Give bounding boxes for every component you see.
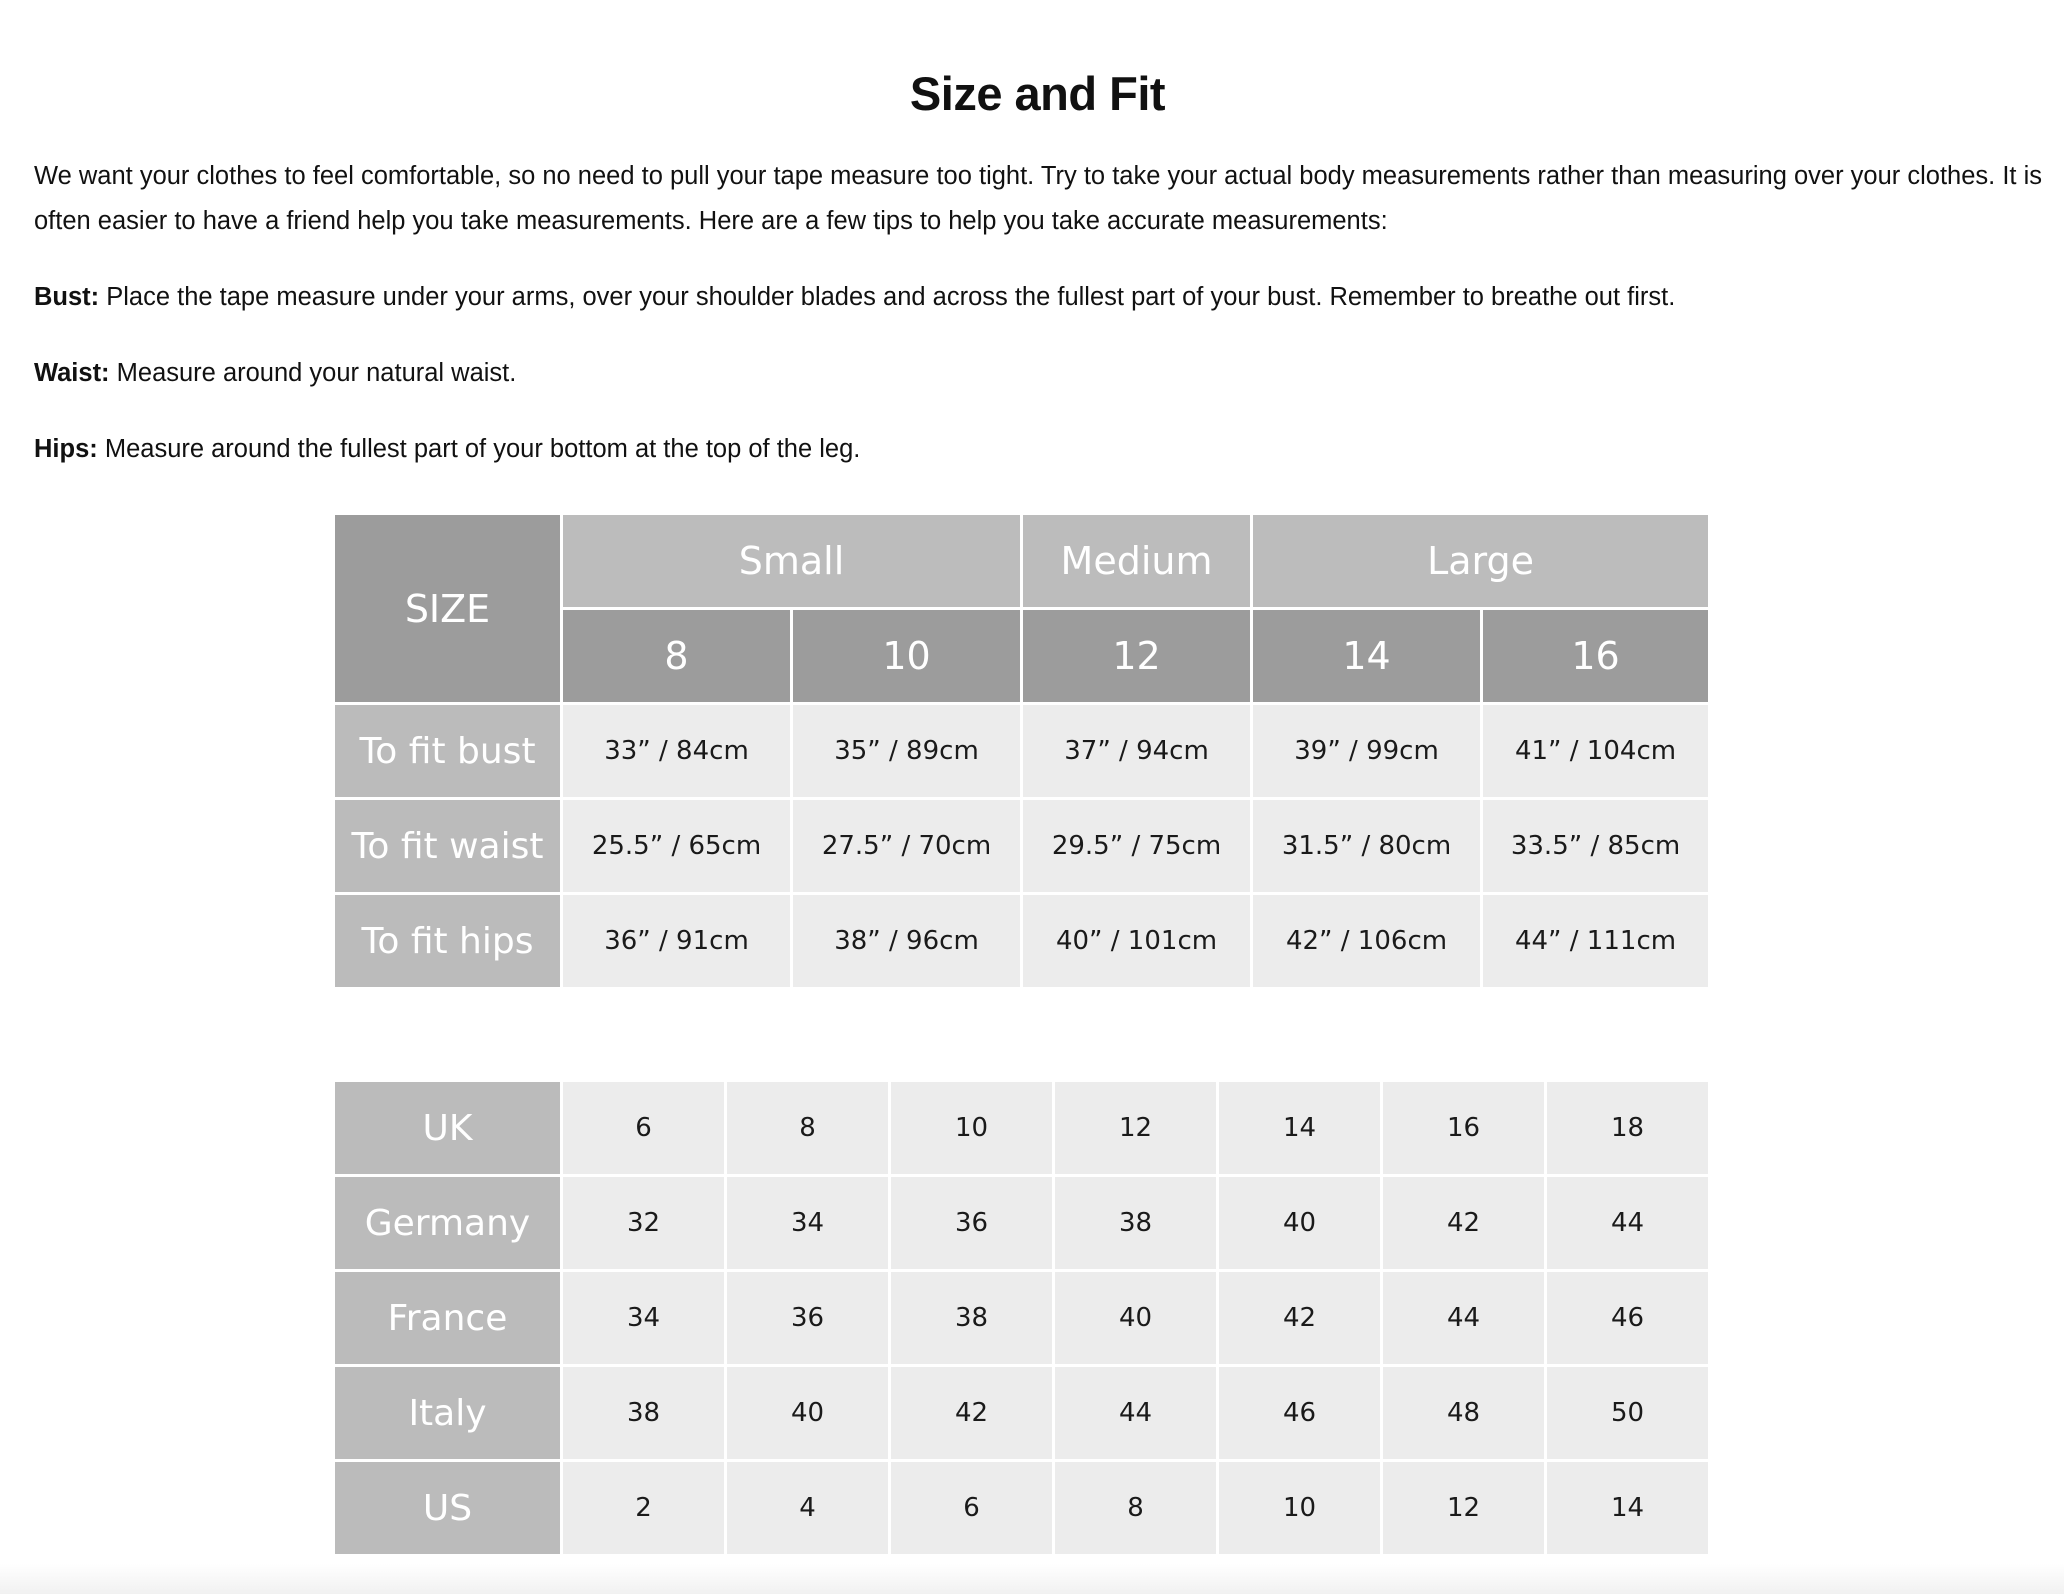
table-cell: 25.5” / 65cm: [562, 799, 792, 894]
table-row: [334, 704, 1710, 799]
table-cell: 10: [1218, 1461, 1382, 1556]
table-cell: 12: [1382, 1461, 1546, 1556]
table-cell: 8: [726, 1081, 890, 1176]
row-label-bust: To fit bust: [334, 704, 562, 799]
table-cell: 44: [1054, 1366, 1218, 1461]
table-cell: 48: [1382, 1366, 1546, 1461]
bust-tip: [34, 275, 2044, 320]
table-cell: 16: [1382, 1081, 1546, 1176]
table-cell: 39” / 99cm: [1252, 704, 1482, 799]
table-cell: 2: [562, 1461, 726, 1556]
table-cell: 6: [890, 1461, 1054, 1556]
row-label-hips: To fit hips: [334, 894, 562, 989]
waist-tip-text: Measure around your natural waist.: [109, 359, 517, 387]
table-cell: 42: [1382, 1176, 1546, 1271]
table-row: [334, 894, 1710, 989]
table-cell: 34: [726, 1176, 890, 1271]
table-cell: 18: [1546, 1081, 1710, 1176]
table-cell: 33.5” / 85cm: [1482, 799, 1710, 894]
table-cell: 36” / 91cm: [562, 894, 792, 989]
table-cell: 41” / 104cm: [1482, 704, 1710, 799]
table-row: [334, 799, 1710, 894]
size-conversion-table: [332, 1079, 1711, 1557]
table-row: [334, 1366, 1710, 1461]
table-cell: 36: [890, 1176, 1054, 1271]
row-label-italy: Italy: [334, 1366, 562, 1461]
page-title: Size and Fit: [909, 67, 1166, 120]
table-cell: 44” / 111cm: [1482, 894, 1710, 989]
table-cell: 42” / 106cm: [1252, 894, 1482, 989]
row-label-waist: To fit waist: [334, 799, 562, 894]
size-header: 8: [562, 609, 792, 704]
row-label-france: France: [334, 1271, 562, 1366]
table-cell: 29.5” / 75cm: [1022, 799, 1252, 894]
size-header: 14: [1252, 609, 1482, 704]
hips-tip-label: Hips:: [34, 435, 98, 463]
row-label-uk: UK: [334, 1081, 562, 1176]
table-cell: 12: [1054, 1081, 1218, 1176]
table-cell: 46: [1218, 1366, 1382, 1461]
table-cell: 6: [562, 1081, 726, 1176]
size-header: 16: [1482, 609, 1710, 704]
table-cell: 10: [890, 1081, 1054, 1176]
table-cell: 40” / 101cm: [1022, 894, 1252, 989]
size-corner-header: SIZE: [334, 514, 562, 704]
table-row: [334, 1271, 1710, 1366]
table-cell: 40: [1054, 1271, 1218, 1366]
table-cell: 35” / 89cm: [792, 704, 1022, 799]
group-header-large: Large: [1252, 514, 1710, 609]
table-cell: 38: [562, 1366, 726, 1461]
size-header: 12: [1022, 609, 1252, 704]
table-cell: 38: [1054, 1176, 1218, 1271]
measurement-table: [332, 512, 1711, 990]
hips-tip-text: Measure around the fullest part of your bottom at the top of the leg.: [97, 435, 861, 463]
bust-tip-label: Bust:: [34, 283, 100, 311]
size-header: 10: [792, 609, 1022, 704]
table-cell: 46: [1546, 1271, 1710, 1366]
table-row: [334, 1081, 1710, 1176]
waist-tip-label: Waist:: [34, 359, 110, 387]
bust-tip-text: Place the tape measure under your arms, over your shoulder blades and across the fullest part of your bust. Remember to breathe out first.: [99, 283, 1676, 311]
table-cell: 42: [1218, 1271, 1382, 1366]
table-row: [334, 1176, 1710, 1271]
waist-tip: [34, 351, 2044, 396]
row-label-us: US: [334, 1461, 562, 1556]
table-cell: 33” / 84cm: [562, 704, 792, 799]
group-header-small: Small: [562, 514, 1022, 609]
table-cell: 38” / 96cm: [792, 894, 1022, 989]
intro-paragraph: We want your clothes to feel comfortable, so no need to pull your tape measure too tight. Try to take your actual body measurements rather than measuring over your clothes. It is often easier to have a friend help you take measurements. Here are a few tips to help you take accurate measurements:: [34, 162, 2042, 235]
table-cell: 27.5” / 70cm: [792, 799, 1022, 894]
table-cell: 44: [1382, 1271, 1546, 1366]
table-cell: 4: [726, 1461, 890, 1556]
table-cell: 32: [562, 1176, 726, 1271]
table-cell: 34: [562, 1271, 726, 1366]
table-cell: 36: [726, 1271, 890, 1366]
table-row: [334, 1461, 1710, 1556]
table-cell: 50: [1546, 1366, 1710, 1461]
table-cell: 38: [890, 1271, 1054, 1366]
table-cell: 31.5” / 80cm: [1252, 799, 1482, 894]
table-cell: 37” / 94cm: [1022, 704, 1252, 799]
table-cell: 40: [726, 1366, 890, 1461]
table-cell: 8: [1054, 1461, 1218, 1556]
table-cell: 14: [1218, 1081, 1382, 1176]
table-cell: 42: [890, 1366, 1054, 1461]
hips-tip: [34, 427, 2044, 472]
bottom-edge-shadow: [0, 1564, 2064, 1594]
table-cell: 44: [1546, 1176, 1710, 1271]
group-header-medium: Medium: [1022, 514, 1252, 609]
table-cell: 14: [1546, 1461, 1710, 1556]
row-label-germany: Germany: [334, 1176, 562, 1271]
table-cell: 40: [1218, 1176, 1382, 1271]
